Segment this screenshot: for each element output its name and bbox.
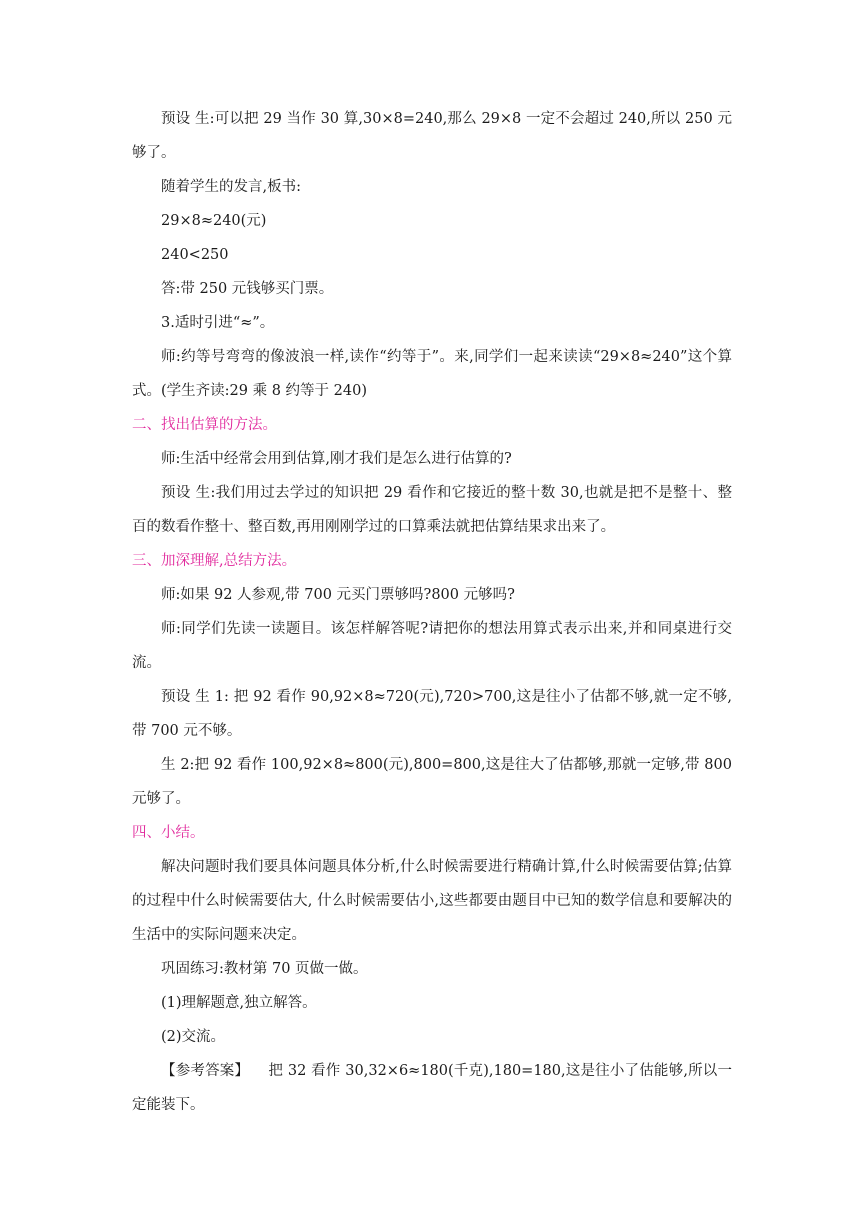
paragraph: 随着学生的发言,板书: xyxy=(161,179,301,195)
formula-line: 240<250 xyxy=(161,247,229,263)
paragraph: 巩固练习:教材第 70 页做一做。 xyxy=(161,961,368,977)
paragraph: 预设 生:可以把 29 当作 30 算,30×8=240,那么 29×8 一定不会超过 240,所以 250 元够了。 xyxy=(132,111,732,161)
answer-label: 【参考答案】 xyxy=(161,1063,250,1079)
section-heading: 三、加深理解,总结方法。 xyxy=(132,553,297,569)
answer-text: 把 32 看作 30,32×6≈180(千克),180=180,这是往小了估能够,所以一定能装下。 xyxy=(132,1063,733,1113)
formula-line: 29×8≈240(元) xyxy=(161,213,267,229)
paragraph: 生 2:把 92 看作 100,92×8≈800(元),800=800,这是往大了估都够,那就一定够,带 800 元够了。 xyxy=(132,757,732,807)
section-heading: 四、小结。 xyxy=(132,825,205,841)
paragraph: 师:如果 92 人参观,带 700 元买门票够吗?800 元够吗? xyxy=(161,587,515,603)
paragraph: 答:带 250 元钱够买门票。 xyxy=(161,281,334,297)
answer-paragraph xyxy=(132,1054,732,1122)
paragraph: 解决问题时我们要具体问题具体分析,什么时候需要进行精确计算,什么时候需要估算;估算的过程中什么时候需要估大, 什么时候需要估小,这些都要由题目中已知的数学信息和要解决的生活中的实际问题来决定。 xyxy=(132,859,732,943)
paragraph: 3.适时引进“≈”。 xyxy=(161,315,275,331)
paragraph: 师:约等号弯弯的像波浪一样,读作“约等于”。来,同学们一起来读读“29×8≈240”这个算式。(学生齐读:29 乘 8 约等于 240) xyxy=(132,349,732,399)
paragraph: (2)交流。 xyxy=(161,1029,226,1045)
document-body xyxy=(132,102,732,1122)
section-heading: 二、找出估算的方法。 xyxy=(132,417,277,433)
paragraph: 预设 生 1: 把 92 看作 90,92×8≈720(元),720>700,这是往小了估都不够,就一定不够,带 700 元不够。 xyxy=(132,689,732,739)
paragraph: 师:同学们先读一读题目。该怎样解答呢?请把你的想法用算式表示出来,并和同桌进行交流。 xyxy=(132,621,732,671)
paragraph: 师:生活中经常会用到估算,刚才我们是怎么进行估算的? xyxy=(161,451,512,467)
paragraph: 预设 生:我们用过去学过的知识把 29 看作和它接近的整十数 30,也就是把不是整十、整百的数看作整十、整百数,再用刚刚学过的口算乘法就把估算结果求出来了。 xyxy=(132,485,732,535)
paragraph: (1)理解题意,独立解答。 xyxy=(161,995,317,1011)
